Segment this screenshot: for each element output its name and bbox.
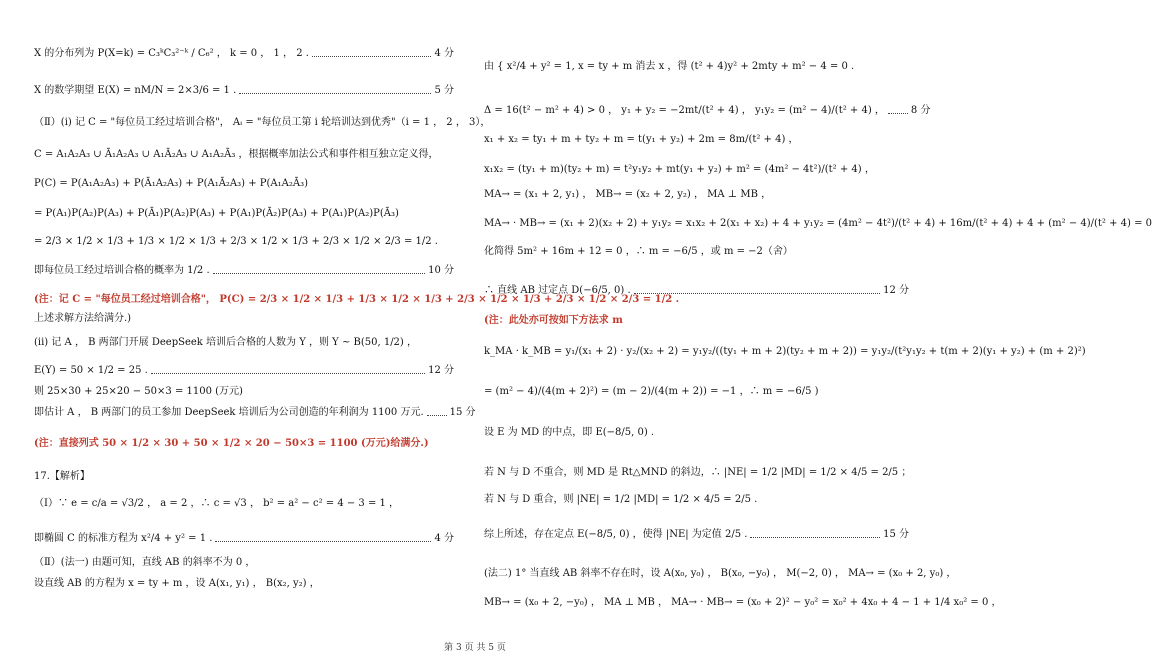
line-text: C = A₁A₂A₃ ∪ Ā₁A₂A₃ ∪ A₁Ā₂A₃ ∪ A₁A₂Ā₃ ，根据概率加法公式和事件相互独立定义得， [34, 149, 439, 160]
score-label: 5 分 [434, 85, 454, 96]
solution-line [484, 385, 909, 398]
leader-dots [750, 531, 880, 538]
line-text: E(Y) = 50 × 1/2 = 25 . [34, 365, 148, 376]
line-text: = (m² − 4)/(4(m + 2)²) = (m − 2)/(4(m + 2)) = −1 ，∴ m = −6/5 ) [484, 386, 819, 397]
line-text: x₁ + x₂ = ty₁ + m + ty₂ + m = t(y₁ + y₂) + 2m = 8m/(t² + 4) ， [484, 134, 799, 145]
solution-line [484, 284, 909, 297]
solution-line [484, 188, 909, 201]
line-text: = 2/3 × 1/2 × 1/3 + 1/3 × 1/2 × 1/3 + 2/3 × 1/2 × 1/3 + 2/3 × 1/2 × 2/3 = 1/2 . [34, 236, 438, 247]
solution-line [484, 426, 909, 439]
solution-line [34, 577, 454, 590]
line-text: 即估计 A ， B 两部门的员工参加 DeepSeek 培训后为公司创造的年利润为 1100 万元. [34, 407, 424, 418]
solution-line [34, 116, 491, 129]
solution-line [34, 497, 454, 510]
line-text: 则 25×30 + 25×20 − 50×3 = 1100 (万元) [34, 386, 243, 397]
line-text: (注：此处亦可按如下方法求 m [484, 315, 623, 326]
score-label: 12 分 [428, 365, 454, 376]
solution-line [34, 556, 454, 569]
line-text: 综上所述，存在定点 E(−8/5, 0) ，使得 |NE| 为定值 2/5 . [484, 529, 748, 540]
line-text: X 的分布列为 P(X=k) = C₃ᵏC₃²⁻ᵏ / C₆² ， k = 0 ， 1 ， 2 . [34, 48, 309, 59]
solution-line [484, 596, 1002, 609]
line-text: 设直线 AB 的方程为 x = ty + m ，设 A(x₁, y₁) ， B(x₂, y₂) ， [34, 578, 320, 589]
line-text: 即每位员工经过培训合格的概率为 1/2 . [34, 265, 210, 276]
leader-dots [215, 535, 431, 542]
solution-line [484, 133, 909, 146]
solution-line [34, 470, 454, 483]
line-text: （Ⅰ）∵ e = c/a = √3/2 ， a = 2 ，∴ c = √3 ， b² = a² − c² = 4 − 3 = 1 ， [34, 498, 400, 509]
solution-line [34, 406, 476, 419]
line-text: (ii) 记 A ， B 两部门开展 DeepSeek 培训后合格的人数为 Y ，则 Y ~ B(50, 1/2) ， [34, 337, 418, 348]
line-text: Δ = 16(t² − m² + 4) > 0 ， y₁ + y₂ = −2mt/(t² + 4) ， y₁y₂ = (m² − 4)/(t² + 4) ， [484, 105, 885, 116]
line-text: MA→ · MB→ = (x₁ + 2)(x₂ + 2) + y₁y₂ = x₁x₂ + 2(x₁ + x₂) + 4 + y₁y₂ = (4m² − 4t²)/(t² + 4) + 16m/(t² + 4) + 4 + (m² − 4)/(t² + 4) = 0 [484, 218, 1152, 229]
solution-line [484, 245, 909, 258]
line-text: 若 N 与 D 重合，则 |NE| = 1/2 |MD| = 1/2 × 4/5 = 2/5 . [484, 494, 758, 505]
leader-dots [151, 367, 425, 374]
solution-line [34, 293, 680, 306]
solution-line [484, 163, 909, 176]
leader-dots [239, 87, 431, 94]
line-text: (注：直接列式 50 × 1/2 × 30 + 50 × 1/2 × 20 − 50×3 = 1100 (万元)给满分.) [34, 438, 429, 449]
line-text: （Ⅱ）(法一) 由题可知，直线 AB 的斜率不为 0 ， [34, 557, 256, 568]
score-label: 8 分 [910, 105, 931, 116]
solution-line [34, 47, 454, 60]
solution-line [34, 364, 454, 377]
score-label: 10 分 [428, 265, 454, 276]
solution-line [34, 177, 454, 190]
score-label: 4 分 [434, 533, 454, 544]
solution-line [34, 385, 454, 398]
solution-line [484, 217, 1152, 230]
line-text: = P(A₁)P(A₂)P(A₃) + P(Ā₁)P(A₂)P(A₃) + P(A₁)P(Ā₂)P(A₃) + P(A₁)P(A₂)P(Ā₃) [34, 208, 399, 219]
line-text: 上述求解方法给满分.) [34, 313, 132, 324]
solution-line [34, 148, 454, 161]
score-label: 4 分 [434, 48, 454, 59]
solution-line [34, 336, 454, 349]
line-text: 即椭圆 C 的标准方程为 x²/4 + y² = 1 . [34, 533, 213, 544]
right-column [484, 0, 1152, 630]
line-text: P(C) = P(A₁A₂A₃) + P(Ā₁A₂A₃) + P(A₁Ā₂A₃) + P(A₁A₂Ā₃) [34, 178, 309, 189]
line-text: k_MA · k_MB = y₁/(x₁ + 2) · y₂/(x₂ + 2) = y₁y₂/((ty₁ + m + 2)(ty₂ + m + 2)) = y₁y₂/(t²y₁y₂ + t(m + 2)(y₁ + y₂) + (m + 2)²) [484, 346, 1086, 357]
leader-dots [213, 267, 425, 274]
line-text: MB→ = (x₀ + 2, −y₀) ， MA ⊥ MB ， MA→ · MB→ = (x₀ + 2)² − y₀² = x₀² + 4x₀ + 4 − 1 + 1/4 x₀² = 0 ， [484, 597, 1002, 608]
solution-line [34, 235, 454, 248]
line-text: (注：记 C = "每位员工经过培训合格"， P(C) = 2/3 × 1/2 × 1/3 + 1/3 × 1/2 × 1/3 + 2/3 × 1/2 × 1/3 + 2/3 × 1/2 × 2/3 = 1/2 . [34, 294, 680, 305]
solution-line [484, 493, 909, 506]
line-text: x₁x₂ = (ty₁ + m)(ty₂ + m) = t²y₁y₂ + mt(y₁ + y₂) + m² = (4m² − 4t²)/(t² + 4) ， [484, 164, 875, 175]
solution-line [484, 528, 909, 541]
score-label: 15 分 [449, 407, 476, 418]
solution-line [484, 345, 1086, 358]
solution-line [34, 207, 454, 220]
line-text: MA→ = (x₁ + 2, y₁) ， MB→ = (x₂ + 2, y₂) ， MA ⊥ MB ， [484, 189, 772, 200]
line-text: (法二) 1° 当直线 AB 斜率不存在时，设 A(x₀, y₀) ， B(x₀, −y₀) ， M(−2, 0) ， MA→ = (x₀ + 2, y₀) ， [484, 568, 957, 579]
leader-dots [634, 287, 880, 294]
line-text: 17.【解析】 [34, 471, 90, 482]
page-footer: 第 3 页 共 5 页 [444, 643, 506, 653]
line-text: 设 E 为 MD 的中点，即 E(−8/5, 0) . [484, 427, 655, 438]
solution-line [34, 84, 454, 97]
leader-dots [427, 409, 447, 416]
solution-line [484, 314, 909, 327]
solution-line [34, 437, 454, 450]
solution-line [484, 104, 931, 117]
line-text: X 的数学期望 E(X) = nM/N = 2×3/6 = 1 . [34, 85, 237, 96]
solution-line [34, 532, 454, 545]
line-text: （Ⅱ）(i) 记 C = "每位员工经过培训合格"， Aᵢ = "每位员工第 i 轮培训达到优秀"（i = 1 ， 2 ， 3）， [34, 117, 491, 128]
line-text: 若 N 与 D 不重合，则 MD 是 Rt△MND 的斜边，∴ |NE| = 1/2 |MD| = 1/2 × 4/5 = 2/5 ； [484, 467, 912, 478]
leader-dots [888, 107, 908, 114]
line-text: ∴ 直线 AB 过定点 D(−6/5, 0) . [484, 285, 631, 296]
solution-line [484, 60, 909, 73]
solution-line [484, 466, 912, 479]
score-label: 15 分 [883, 529, 909, 540]
solution-line [34, 312, 454, 325]
solution-line [34, 264, 454, 277]
leader-dots [312, 50, 432, 57]
score-label: 12 分 [883, 285, 909, 296]
line-text: 由 { x²/4 + y² = 1, x = ty + m 消去 x ，得 (t² + 4)y² + 2mty + m² − 4 = 0 . [484, 61, 855, 72]
solution-line [484, 567, 957, 580]
line-text: 化简得 5m² + 16m + 12 = 0 ，∴ m = −6/5 ，或 m = −2（舍） [484, 246, 793, 257]
